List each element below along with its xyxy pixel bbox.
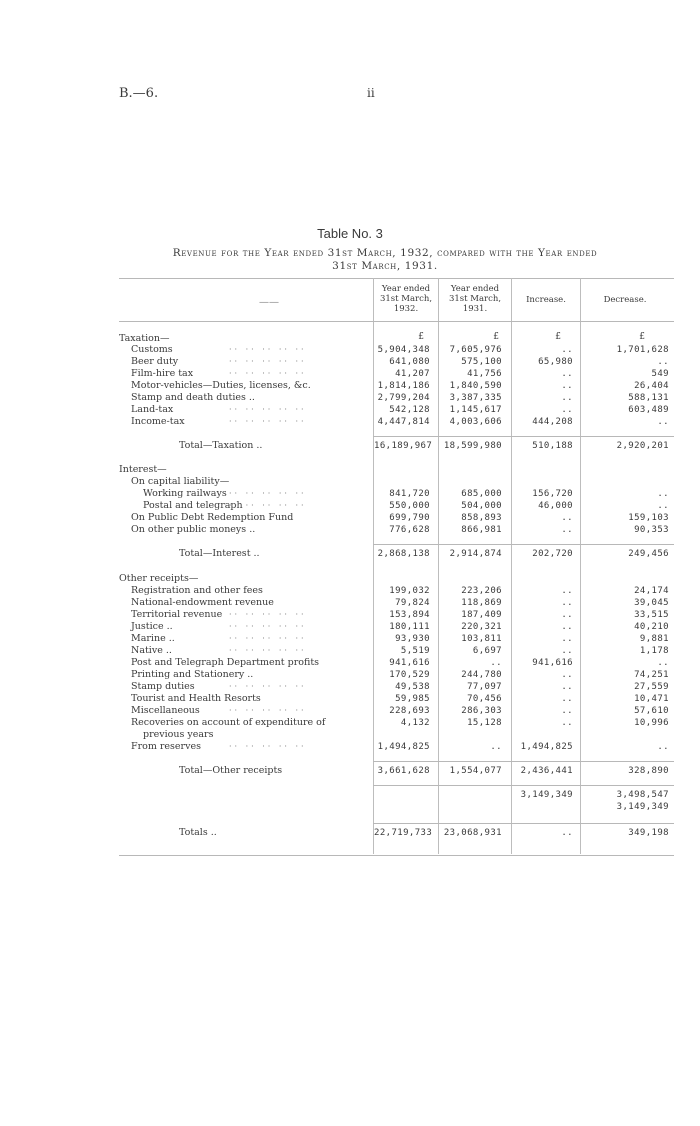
- cell-value: 776,628: [389, 525, 430, 535]
- cell-value: 39,045: [634, 598, 669, 608]
- cell-value: ..: [561, 694, 573, 704]
- cell-value: 1,494,825: [520, 742, 573, 752]
- total-rule: [373, 544, 674, 545]
- row-label: Beer duty: [131, 356, 179, 367]
- cell-value: 6,697: [472, 646, 502, 656]
- table-row: [119, 789, 674, 801]
- row-label: Tourist and Health Resorts: [131, 693, 261, 704]
- table-row: [119, 476, 674, 488]
- cell-value: 7,605,976: [449, 345, 502, 355]
- table-caption: [140, 247, 630, 273]
- cell-value: 202,720: [532, 549, 573, 559]
- cell-value: 23,068,931: [443, 828, 502, 838]
- table-row: [119, 585, 674, 597]
- table-row: [119, 765, 674, 777]
- row-label: Land-tax: [131, 404, 174, 415]
- row-label: National-endowment revenue: [131, 597, 274, 608]
- table-row: [119, 669, 674, 681]
- cell-value: 153,894: [389, 610, 430, 620]
- row-label: Income-tax: [131, 416, 185, 427]
- cell-value: 27,559: [634, 682, 669, 692]
- row-label: Other receipts—: [119, 573, 199, 584]
- table-row: [119, 380, 674, 392]
- header-bottom-rule: [119, 321, 674, 322]
- caption-line-2: 31st March, 1931.: [332, 260, 438, 272]
- cell-value: 74,251: [634, 670, 669, 680]
- header-1932-line: 1932.: [393, 304, 419, 314]
- cell-value: 24,174: [634, 586, 669, 596]
- row-label: Customs: [131, 344, 173, 355]
- leader-dots: ·· ·· ·· ·· ··: [229, 405, 307, 414]
- currency-col-1932: £: [418, 332, 424, 342]
- cell-value: 57,610: [634, 706, 669, 716]
- cell-value: ..: [561, 706, 573, 716]
- table-row: [119, 827, 674, 839]
- cell-value: 3,387,335: [449, 393, 502, 403]
- table-row: [119, 440, 674, 452]
- cell-value: 4,447,814: [377, 417, 430, 427]
- cell-value: 199,032: [389, 586, 430, 596]
- table-row: [119, 464, 674, 476]
- cell-value: 444,208: [532, 417, 573, 427]
- cell-value: 2,868,138: [377, 549, 430, 559]
- table-row: [119, 500, 674, 512]
- header-1931-line: Year ended: [450, 284, 500, 294]
- leader-dots: ·· ·· ·· ·· ··: [229, 501, 307, 510]
- cell-value: 187,409: [461, 610, 502, 620]
- cell-value: ..: [561, 381, 573, 391]
- cell-value: 249,456: [628, 549, 669, 559]
- cell-value: 18,599,980: [443, 441, 502, 451]
- cell-value: 510,188: [532, 441, 573, 451]
- cell-value: 575,100: [461, 357, 502, 367]
- cell-value: 90,353: [634, 525, 669, 535]
- table-row: [119, 416, 674, 428]
- leader-dots: ·· ·· ·· ·· ··: [229, 706, 307, 715]
- cell-value: 16,189,967: [374, 441, 433, 451]
- table-row: [119, 693, 674, 705]
- cell-value: 1,145,617: [449, 405, 502, 415]
- row-label: Stamp and death duties ..: [131, 392, 255, 403]
- row-label: On other public moneys ..: [131, 524, 256, 535]
- currency-col-increase: £: [555, 332, 561, 342]
- cell-value: 49,538: [395, 682, 430, 692]
- leader-dots: ·· ·· ·· ·· ··: [229, 646, 307, 655]
- cell-value: 77,097: [467, 682, 502, 692]
- row-label: Total—Taxation ..: [179, 440, 263, 451]
- cell-value: 26,404: [634, 381, 669, 391]
- cell-value: 550,000: [389, 501, 430, 511]
- cell-value: 941,616: [532, 658, 573, 668]
- cell-value: 170,529: [389, 670, 430, 680]
- leader-dots: ·· ·· ·· ·· ··: [229, 622, 307, 631]
- cell-value: 15,128: [467, 718, 502, 728]
- row-label: Miscellaneous: [131, 705, 200, 716]
- cell-value: 4,003,606: [449, 417, 502, 427]
- cell-value: 1,840,590: [449, 381, 502, 391]
- cell-value: ..: [657, 742, 669, 752]
- cell-value: 841,720: [389, 489, 430, 499]
- cell-value: ..: [561, 525, 573, 535]
- leader-dots: ·· ·· ·· ·· ··: [229, 417, 307, 426]
- cell-value: 22,719,733: [374, 828, 433, 838]
- cell-value: ..: [657, 501, 669, 511]
- cell-value: ..: [657, 658, 669, 668]
- table-row: [119, 356, 674, 368]
- cell-value: 9,881: [639, 634, 669, 644]
- cell-value: ..: [657, 489, 669, 499]
- cell-value: 2,799,204: [377, 393, 430, 403]
- table-row: [119, 404, 674, 416]
- table-row: [119, 392, 674, 404]
- cell-value: ..: [561, 598, 573, 608]
- cell-value: 328,890: [628, 766, 669, 776]
- cell-value: ..: [561, 828, 573, 838]
- cell-value: 93,930: [395, 634, 430, 644]
- row-label: Taxation—: [119, 333, 170, 344]
- table-row: [119, 645, 674, 657]
- cell-value: 1,494,825: [377, 742, 430, 752]
- table-row: [119, 344, 674, 356]
- leader-dots: ·· ·· ·· ·· ··: [229, 345, 307, 354]
- row-label: On capital liability—: [131, 476, 230, 487]
- cell-value: 220,321: [461, 622, 502, 632]
- table-row: [119, 633, 674, 645]
- cell-value: 3,149,349: [520, 790, 573, 800]
- table-row: [119, 801, 674, 813]
- leader-dots: ·· ·· ·· ·· ··: [229, 489, 307, 498]
- table-row: [119, 681, 674, 693]
- cell-value: ..: [490, 742, 502, 752]
- cell-value: 70,456: [467, 694, 502, 704]
- cell-value: ..: [561, 718, 573, 728]
- table-row: [119, 573, 674, 585]
- cell-value: 858,893: [461, 513, 502, 523]
- cell-value: ..: [561, 610, 573, 620]
- table-row: [119, 705, 674, 717]
- row-label: Total—Interest ..: [179, 548, 260, 559]
- table-title: Table No. 3: [317, 226, 383, 241]
- row-label: Motor-vehicles—Duties, licenses, &c.: [131, 380, 311, 391]
- row-label: Printing and Stationery ..: [131, 669, 254, 680]
- row-label: Recoveries on account of expenditure of: [131, 717, 326, 728]
- table-row: [119, 512, 674, 524]
- currency-col-1931: £: [493, 332, 499, 342]
- table-row: [119, 741, 674, 753]
- leader-dots: ·· ·· ·· ·· ··: [229, 742, 307, 751]
- cell-value: ..: [561, 345, 573, 355]
- revenue-table: [119, 278, 674, 866]
- header-1932-line: Year ended: [381, 284, 431, 294]
- page-reference: B.—6.: [119, 86, 159, 101]
- row-label: Total—Other receipts: [179, 765, 283, 776]
- cell-value: 10,471: [634, 694, 669, 704]
- cell-value: 156,720: [532, 489, 573, 499]
- cell-value: 3,498,547: [616, 790, 669, 800]
- cell-value: 1,178: [639, 646, 669, 656]
- row-label: Registration and other fees: [131, 585, 263, 596]
- caption-line-1: Revenue for the Year ended 31st March, 1932, compared with the Year ended: [172, 247, 598, 259]
- header-decrease: Decrease.: [603, 295, 647, 305]
- cell-value: ..: [561, 369, 573, 379]
- table-row: [119, 657, 674, 669]
- table-row: [119, 368, 674, 380]
- cell-value: 103,811: [461, 634, 502, 644]
- table-row: [119, 597, 674, 609]
- cell-value: 549: [651, 369, 669, 379]
- table-row: [119, 729, 674, 741]
- row-label: Native ..: [131, 645, 172, 656]
- cell-value: 1,554,077: [449, 766, 502, 776]
- cell-value: 1,701,628: [616, 345, 669, 355]
- header-year-1931: [439, 284, 511, 314]
- cell-value: 10,996: [634, 718, 669, 728]
- cell-value: 5,904,348: [377, 345, 430, 355]
- cell-value: 33,515: [634, 610, 669, 620]
- cell-value: 244,780: [461, 670, 502, 680]
- cell-value: 349,198: [628, 828, 669, 838]
- leader-dots: ·· ·· ·· ·· ··: [229, 610, 307, 619]
- cell-value: ..: [561, 646, 573, 656]
- cell-value: ..: [561, 405, 573, 415]
- currency-col-decrease: £: [639, 332, 645, 342]
- cell-value: 159,103: [628, 513, 669, 523]
- table-top-rule: [119, 278, 674, 279]
- cell-value: 79,824: [395, 598, 430, 608]
- header-blank: ——: [259, 297, 279, 308]
- cell-value: ..: [561, 634, 573, 644]
- cell-value: ..: [561, 513, 573, 523]
- row-label: Marine ..: [131, 633, 175, 644]
- total-rule: [373, 823, 674, 824]
- cell-value: 588,131: [628, 393, 669, 403]
- cell-value: 1,814,186: [377, 381, 430, 391]
- leader-dots: ·· ·· ·· ·· ··: [229, 682, 307, 691]
- row-label: Stamp duties: [131, 681, 195, 692]
- cell-value: 228,693: [389, 706, 430, 716]
- header-1932-line: 31st March,: [379, 294, 433, 304]
- cell-value: 41,207: [395, 369, 430, 379]
- table-row: [119, 548, 674, 560]
- leader-dots: ·· ·· ·· ·· ··: [229, 357, 307, 366]
- cell-value: 5,519: [400, 646, 430, 656]
- row-label: On Public Debt Redemption Fund: [131, 512, 294, 523]
- row-label: Postal and telegraph: [143, 500, 243, 511]
- table-row: [119, 717, 674, 729]
- cell-value: ..: [490, 658, 502, 668]
- total-rule: [373, 785, 674, 786]
- header-increase: Increase.: [526, 295, 566, 305]
- cell-value: 641,080: [389, 357, 430, 367]
- leader-dots: ·· ·· ·· ·· ··: [229, 634, 307, 643]
- cell-value: 4,132: [400, 718, 430, 728]
- cell-value: 180,111: [389, 622, 430, 632]
- header-1931-line: 1931.: [462, 304, 488, 314]
- table-row: [119, 524, 674, 536]
- cell-value: 59,985: [395, 694, 430, 704]
- leader-dots: ·· ·· ·· ·· ··: [229, 369, 307, 378]
- cell-value: 504,000: [461, 501, 502, 511]
- cell-value: 223,206: [461, 586, 502, 596]
- cell-value: 603,489: [628, 405, 669, 415]
- total-rule: [373, 761, 674, 762]
- cell-value: 46,000: [538, 501, 573, 511]
- total-rule: [373, 436, 674, 437]
- cell-value: ..: [561, 586, 573, 596]
- cell-value: 2,914,874: [449, 549, 502, 559]
- cell-value: ..: [561, 393, 573, 403]
- table-bottom-rule: [119, 855, 674, 856]
- cell-value: 286,303: [461, 706, 502, 716]
- row-label: Film-hire tax: [131, 368, 194, 379]
- row-label: Totals ..: [179, 827, 217, 838]
- cell-value: 3,661,628: [377, 766, 430, 776]
- cell-value: 40,210: [634, 622, 669, 632]
- table-row: [119, 488, 674, 500]
- cell-value: ..: [561, 682, 573, 692]
- table-row: [119, 621, 674, 633]
- row-label: From reserves: [131, 741, 201, 752]
- cell-value: 2,920,201: [616, 441, 669, 451]
- cell-value: 685,000: [461, 489, 502, 499]
- cell-value: ..: [561, 670, 573, 680]
- cell-value: ..: [657, 417, 669, 427]
- row-label: previous years: [143, 729, 214, 740]
- table-row: [119, 609, 674, 621]
- cell-value: 41,756: [467, 369, 502, 379]
- cell-value: 866,981: [461, 525, 502, 535]
- cell-value: 542,128: [389, 405, 430, 415]
- cell-value: 3,149,349: [616, 802, 669, 812]
- row-label: Working railways: [143, 488, 227, 499]
- cell-value: 65,980: [538, 357, 573, 367]
- header-1931-line: 31st March,: [448, 294, 502, 304]
- row-label: Interest—: [119, 464, 167, 475]
- header-year-1932: [374, 284, 438, 314]
- cell-value: 699,790: [389, 513, 430, 523]
- cell-value: ..: [657, 357, 669, 367]
- row-label: Justice ..: [131, 621, 173, 632]
- page-number: ii: [367, 86, 375, 100]
- cell-value: 2,436,441: [520, 766, 573, 776]
- cell-value: 941,616: [389, 658, 430, 668]
- cell-value: ..: [561, 622, 573, 632]
- row-label: Territorial revenue: [131, 609, 223, 620]
- row-label: Post and Telegraph Department profits: [131, 657, 320, 668]
- cell-value: 118,869: [461, 598, 502, 608]
